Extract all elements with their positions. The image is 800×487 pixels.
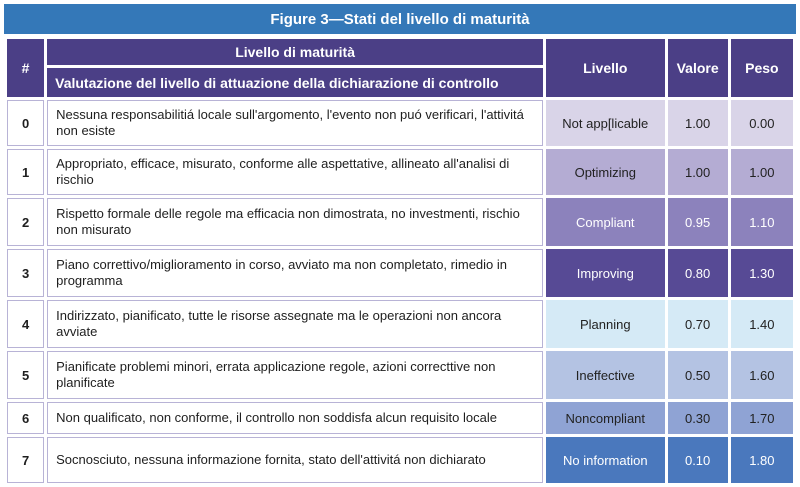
row-level: Not app[licable [546,100,664,146]
row-description: Pianificate problemi minori, errata applicazione regole, azioni correcttive non planificate [47,351,543,399]
row-description: Appropriato, efficace, misurato, conforme alle aspettative, allineato all'analisi di rischio [47,149,543,195]
row-description: Indirizzato, pianificato, tutte le risorse assegnate ma le operazioni non ancora avviate [47,300,543,348]
row-weight: 1.40 [731,300,793,348]
header-value: Valore [668,39,728,97]
row-value: 1.00 [668,100,728,146]
row-description: Non qualificato, non conforme, il controllo non soddisfa alcun requisito locale [47,402,543,434]
row-number: 6 [7,402,44,434]
row-level: Ineffective [546,351,664,399]
row-number: 0 [7,100,44,146]
row-level: Optimizing [546,149,664,195]
row-value: 0.10 [668,437,728,483]
header-weight: Peso [731,39,793,97]
table-row [7,149,793,195]
row-value: 0.50 [668,351,728,399]
row-level: No information [546,437,664,483]
maturity-table [4,36,796,486]
row-weight: 1.00 [731,149,793,195]
row-value: 0.70 [668,300,728,348]
table-row [7,198,793,246]
row-weight: 1.30 [731,249,793,297]
row-weight: 1.80 [731,437,793,483]
row-number: 7 [7,437,44,483]
row-weight: 1.60 [731,351,793,399]
row-value: 0.80 [668,249,728,297]
row-description: Piano correttivo/miglioramento in corso, avviato ma non completato, rimedio in programma [47,249,543,297]
row-level: Noncompliant [546,402,664,434]
row-number: 4 [7,300,44,348]
row-description: Socnosciuto, nessuna informazione fornita, stato dell'attivitá non dichiarato [47,437,543,483]
figure [4,4,796,483]
row-weight: 1.70 [731,402,793,434]
row-value: 0.30 [668,402,728,434]
header-level: Livello [546,39,664,97]
row-level: Improving [546,249,664,297]
header-num: # [7,39,44,97]
header-evaluation: Valutazione del livello di attuazione della dichiarazione di controllo [47,68,543,97]
table-row [7,351,793,399]
row-weight: 0.00 [731,100,793,146]
table-row [7,300,793,348]
row-description: Nessuna responsabilitiá locale sull'argomento, l'evento non puó verificari, l'attivitá non esiste [47,100,543,146]
table-body [7,100,793,483]
figure-title: Figure 3—Stati del livello di maturità [4,4,796,34]
row-number: 5 [7,351,44,399]
row-description: Rispetto formale delle regole ma efficacia non dimostrata, no investmenti, rischio non misurato [47,198,543,246]
table-row [7,402,793,434]
row-number: 3 [7,249,44,297]
table-row [7,100,793,146]
row-level: Planning [546,300,664,348]
row-weight: 1.10 [731,198,793,246]
table-row [7,437,793,483]
row-number: 1 [7,149,44,195]
row-number: 2 [7,198,44,246]
row-level: Compliant [546,198,664,246]
table-row [7,249,793,297]
row-value: 0.95 [668,198,728,246]
header-maturity: Livello di maturità [47,39,543,65]
row-value: 1.00 [668,149,728,195]
